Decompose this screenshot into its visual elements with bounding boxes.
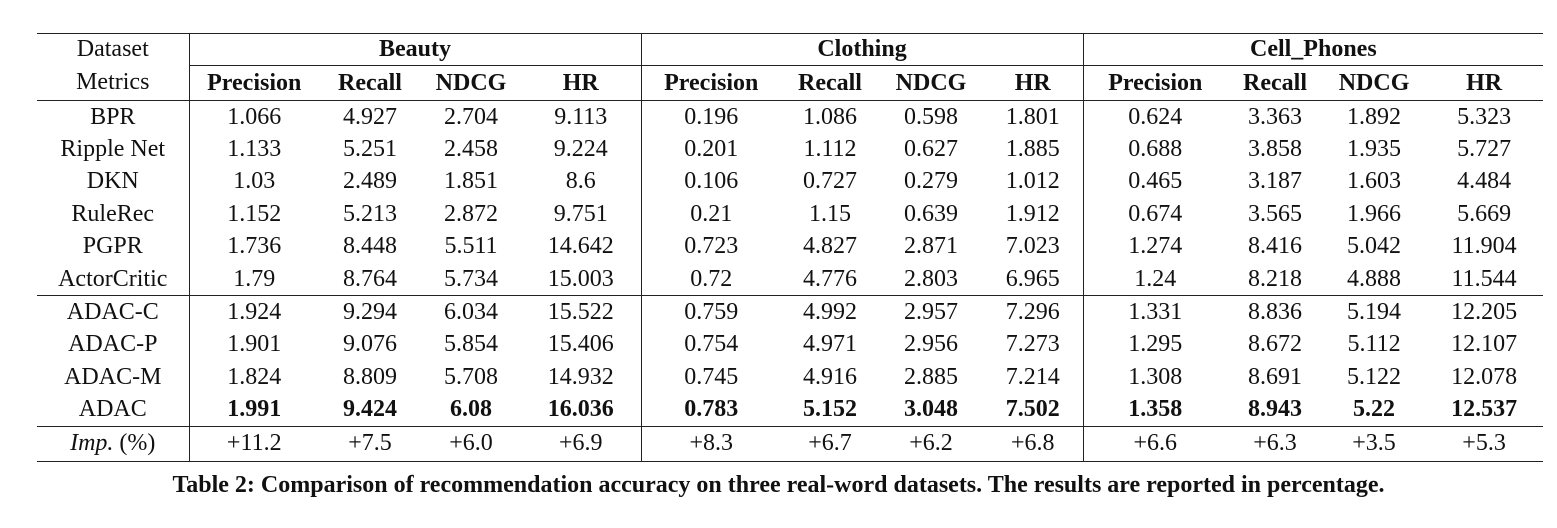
metric-value-cell: 12.537 [1451,396,1518,423]
model-name-cell: BPR [37,101,189,134]
metric-value-cell: 0.279 [904,168,958,195]
metric-header: Recall [1243,69,1308,96]
table-row [37,166,1543,198]
improvement-cell: +5.3 [1425,426,1543,461]
metrics-label: Metrics [37,66,189,101]
improvement-cell: +6.6 [1083,426,1227,461]
table-caption: Table 2: Comparison of recommendation accuracy on three real-word datasets. The results are reported in percentage. [172,472,1385,498]
metric-value-cell: 2.803 [904,265,958,292]
model-name-cell: ADAC-P [37,329,189,361]
metric-value-cell: 4.916 [803,363,857,390]
metric-value-cell: 8.6 [521,166,641,198]
metric-value-cell: 9.424 [343,396,397,423]
metric-value-cell: 4.971 [803,331,857,358]
model-name-cell: RuleRec [37,198,189,230]
metric-value-cell: 1.912 [983,198,1083,230]
table-row [37,231,1543,263]
metric-value-cell: 2.957 [879,296,983,329]
metric-value-cell: 6.965 [983,263,1083,296]
model-name-cell: PGPR [37,231,189,263]
metric-value-cell: 1.274 [1128,233,1183,260]
metric-value-cell: 12.205 [1425,296,1543,329]
metric-value-cell: 1.966 [1347,200,1402,227]
table-row [37,361,1543,393]
metric-value-cell: 4.484 [1457,168,1512,195]
header-row-datasets [37,34,1543,66]
metric-value-cell: 1.066 [189,101,319,134]
metric-value-cell: 1.112 [803,136,857,163]
metric-value-cell: 0.723 [684,233,739,260]
metric-value-cell: 5.708 [444,363,498,390]
metric-value-cell: 7.273 [983,329,1083,361]
improvement-label-unit: (%) [113,430,156,457]
metric-value-cell: 4.827 [803,233,857,260]
metric-value-cell: 0.106 [684,168,739,195]
metric-value-cell: 5.042 [1347,233,1402,260]
metric-value-cell: 0.627 [904,136,958,163]
metric-value-cell: 6.034 [421,296,521,329]
metric-value-cell: 3.565 [1248,200,1303,227]
metric-value-cell: 5.727 [1457,136,1512,163]
model-name-cell: ActorCritic [37,263,189,296]
metric-value-cell: 8.809 [343,363,397,390]
metric-value-cell: 1.924 [189,296,319,329]
table-row [37,296,1543,329]
metric-value-cell: 1.603 [1347,168,1402,195]
table-row [37,329,1543,361]
metric-value-cell: 4.927 [319,101,421,134]
metric-value-cell: 3.858 [1248,136,1303,163]
table-row [37,198,1543,230]
metric-value-cell: 4.888 [1347,265,1402,292]
metric-value-cell: 5.213 [343,200,397,227]
metric-value-cell: 16.036 [521,394,641,427]
metric-value-cell: 0.196 [641,101,781,134]
table-row [37,263,1543,296]
metric-value-cell: 0.201 [684,136,739,163]
metric-value-cell: 9.751 [521,198,641,230]
metric-value-cell: 1.086 [781,101,879,134]
metric-value-cell: 15.406 [521,329,641,361]
metric-value-cell: 12.107 [1451,331,1518,358]
metric-value-cell: 0.598 [879,101,983,134]
improvement-label-italic: Imp. [70,430,114,457]
metric-value-cell: 1.79 [233,265,276,292]
metric-value-cell: 3.048 [904,396,958,423]
metric-value-cell: 3.363 [1227,101,1323,134]
metric-value-cell: 8.691 [1248,363,1303,390]
metric-value-cell: 15.003 [521,263,641,296]
metric-value-cell: 9.224 [521,133,641,165]
metric-value-cell: 4.776 [803,265,857,292]
metric-value-cell: 1.358 [1128,396,1183,423]
metric-value-cell: 1.935 [1347,136,1402,163]
metric-value-cell: 8.836 [1227,296,1323,329]
metric-value-cell: 6.08 [450,396,492,423]
improvement-cell: +6.9 [521,426,641,461]
metric-value-cell: 5.251 [343,136,397,163]
metric-value-cell: 1.308 [1128,363,1183,390]
metric-value-cell: 5.194 [1323,296,1425,329]
metric-value-cell: 2.704 [421,101,521,134]
metric-value-cell: 0.688 [1128,136,1183,163]
metric-value-cell: 11.544 [1451,265,1517,292]
metric-value-cell: 7.296 [983,296,1083,329]
metric-value-cell: 0.754 [684,331,739,358]
model-name-cell: ADAC-M [37,361,189,393]
metric-value-cell: 7.214 [983,361,1083,393]
metric-value-cell: 5.122 [1347,363,1402,390]
metric-value-cell: 5.323 [1425,101,1543,134]
improvement-cell: +6.2 [879,426,983,461]
metric-value-cell: 1.736 [227,233,282,260]
metric-value-cell: 0.624 [1083,101,1227,134]
metric-value-cell: 2.885 [904,363,958,390]
metric-value-cell: 8.672 [1248,331,1303,358]
metric-value-cell: 14.642 [521,231,641,263]
metric-value-cell: 9.113 [521,101,641,134]
metric-header: NDCG [895,69,967,96]
improvement-cell: +11.2 [189,426,319,461]
improvement-cell: +6.8 [983,426,1083,461]
metric-value-cell: 8.943 [1248,396,1303,423]
metric-value-cell: 8.764 [343,265,397,292]
metric-value-cell: 9.294 [319,296,421,329]
metric-value-cell: 1.15 [809,200,851,227]
model-name-cell: DKN [37,166,189,198]
model-name-cell: Ripple Net [37,133,189,165]
table-row [37,101,1543,134]
metric-value-cell: 1.331 [1083,296,1227,329]
improvement-cell: +6.7 [781,426,879,461]
metric-value-cell: 1.295 [1128,331,1183,358]
metric-header: NDCG [435,69,507,96]
metric-header: Recall [798,69,862,96]
metric-value-cell: 1.152 [227,200,282,227]
results-table [37,33,1543,462]
metric-value-cell: 0.465 [1128,168,1183,195]
model-name-cell: ADAC [37,394,189,427]
metric-value-cell: 1.012 [983,166,1083,198]
metric-value-cell: 2.489 [343,168,397,195]
improvement-cell: +6.0 [421,426,521,461]
dataset-label: Dataset [37,34,189,66]
metric-header: HR [521,66,641,101]
metric-value-cell: 5.669 [1457,200,1512,227]
metric-value-cell: 0.639 [904,200,958,227]
metric-header: Precision [1108,69,1203,96]
metric-value-cell: 1.885 [983,133,1083,165]
metric-value-cell: 1.892 [1323,101,1425,134]
metric-value-cell: 2.872 [444,200,498,227]
metric-value-cell: 4.992 [781,296,879,329]
metric-value-cell: 11.904 [1451,233,1517,260]
metric-header: HR [1466,69,1503,96]
metric-header: NDCG [1338,69,1410,96]
baseline-rows [37,101,1543,296]
metric-value-cell: 0.759 [641,296,781,329]
improvement-cell: +8.3 [641,426,781,461]
metric-value-cell: 7.023 [983,231,1083,263]
metric-value-cell: 0.783 [684,396,739,423]
metric-value-cell: 5.511 [444,233,498,260]
improvement-section [37,426,1543,461]
metric-value-cell: 5.112 [1347,331,1401,358]
model-name-cell: ADAC-C [37,296,189,329]
metric-value-cell: 5.854 [444,331,498,358]
metric-value-cell: 8.416 [1248,233,1303,260]
table-row [37,394,1543,427]
improvement-cell: +3.5 [1323,426,1425,461]
improvement-cell: +7.5 [319,426,421,461]
metric-value-cell: 8.218 [1248,265,1303,292]
results-table-container [37,33,1543,462]
group-header-cell-phones: Cell_Phones [1083,34,1543,66]
metric-value-cell: 1.03 [233,168,276,195]
metric-value-cell: 5.152 [803,396,857,423]
metric-value-cell: 2.871 [904,233,958,260]
group-header-beauty: Beauty [189,34,641,66]
metric-value-cell: 2.458 [444,136,498,163]
metric-value-cell: 15.522 [521,296,641,329]
metric-value-cell: 1.801 [983,101,1083,134]
metric-value-cell: 3.187 [1248,168,1303,195]
group-header-clothing: Clothing [641,34,1083,66]
metric-value-cell: 1.901 [227,331,282,358]
metric-header: Precision [207,69,302,96]
proposed-model-rows [37,296,1543,427]
metric-value-cell: 5.22 [1353,396,1396,423]
metric-value-cell: 9.076 [343,331,397,358]
improvement-label [37,426,189,461]
metric-value-cell: 0.21 [690,200,733,227]
metric-value-cell: 0.727 [803,168,857,195]
metric-value-cell: 7.502 [983,394,1083,427]
improvement-row [37,426,1543,461]
metric-value-cell: 0.72 [690,265,733,292]
metric-value-cell: 5.734 [444,265,498,292]
table-row [37,133,1543,165]
metric-value-cell: 1.24 [1134,265,1177,292]
metric-header: Recall [338,69,402,96]
metric-value-cell: 1.133 [227,136,282,163]
header-row-metrics [37,66,1543,101]
improvement-cell: +6.3 [1227,426,1323,461]
metric-header: HR [983,66,1083,101]
metric-value-cell: 8.448 [343,233,397,260]
metric-value-cell: 1.851 [444,168,498,195]
metric-value-cell: 12.078 [1451,363,1518,390]
metric-value-cell: 0.745 [684,363,739,390]
metric-value-cell: 0.674 [1128,200,1183,227]
metric-value-cell: 1.824 [227,363,282,390]
metric-value-cell: 1.991 [227,396,282,423]
metric-value-cell: 14.932 [521,361,641,393]
metric-header: Precision [664,69,759,96]
metric-value-cell: 2.956 [904,331,958,358]
